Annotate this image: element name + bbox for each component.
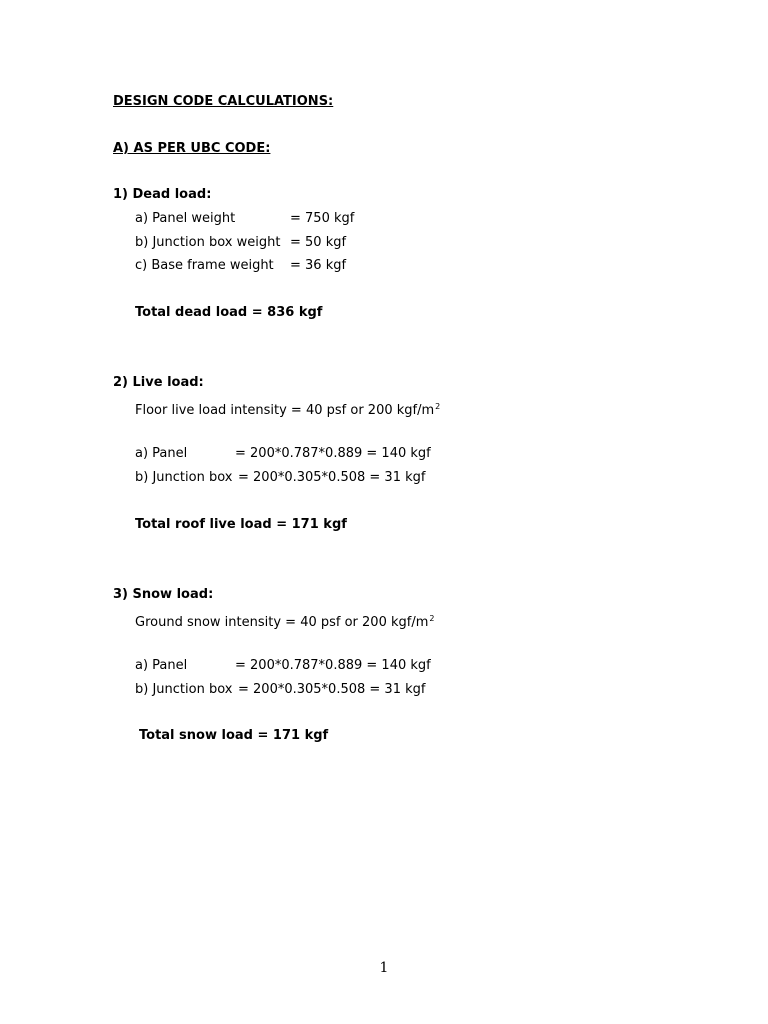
dead-load-item-value: = 750 kgf xyxy=(290,211,355,226)
live-load-intensity-text: Floor live load intensity = 40 psf or 200 kgf/m xyxy=(135,403,435,418)
snow-load-intensity xyxy=(135,611,434,631)
dead-load-item-label: b) Junction box weight xyxy=(135,235,281,250)
snow-load-intensity-text: Ground snow intensity = 40 psf or 200 kgf/m xyxy=(135,615,429,630)
live-load-title: 2) Live load: xyxy=(113,375,204,390)
dead-load-title: 1) Dead load: xyxy=(113,187,212,202)
snow-load-item-value: = 200*0.787*0.889 = 140 kgf xyxy=(235,658,431,673)
snow-load-item-label: a) Panel xyxy=(135,658,188,673)
dead-load-item-value: = 36 kgf xyxy=(290,258,347,273)
dead-load-total: Total dead load = 836 kgf xyxy=(135,305,323,320)
live-load-item-value: = 200*0.787*0.889 = 140 kgf xyxy=(235,446,431,461)
snow-load-total: Total snow load = 171 kgf xyxy=(139,728,329,743)
snow-load-item-value: = 200*0.305*0.508 = 31 kgf xyxy=(238,682,426,697)
superscript-two: 2 xyxy=(429,614,435,623)
dead-load-item-label: c) Base frame weight xyxy=(135,258,274,273)
page-number: 1 xyxy=(379,960,389,976)
live-load-item-label: b) Junction box xyxy=(135,470,233,485)
document-heading: DESIGN CODE CALCULATIONS: xyxy=(113,94,334,109)
dead-load-item-label: a) Panel weight xyxy=(135,211,236,226)
live-load-total: Total roof live load = 171 kgf xyxy=(135,517,347,532)
live-load-item-value: = 200*0.305*0.508 = 31 kgf xyxy=(238,470,426,485)
section-subheading: A) AS PER UBC CODE: xyxy=(113,141,271,156)
dead-load-item-value: = 50 kgf xyxy=(290,235,347,250)
snow-load-title: 3) Snow load: xyxy=(113,587,214,602)
superscript-two: 2 xyxy=(435,402,441,411)
snow-load-item-label: b) Junction box xyxy=(135,682,233,697)
live-load-intensity xyxy=(135,399,440,419)
live-load-item-label: a) Panel xyxy=(135,446,188,461)
